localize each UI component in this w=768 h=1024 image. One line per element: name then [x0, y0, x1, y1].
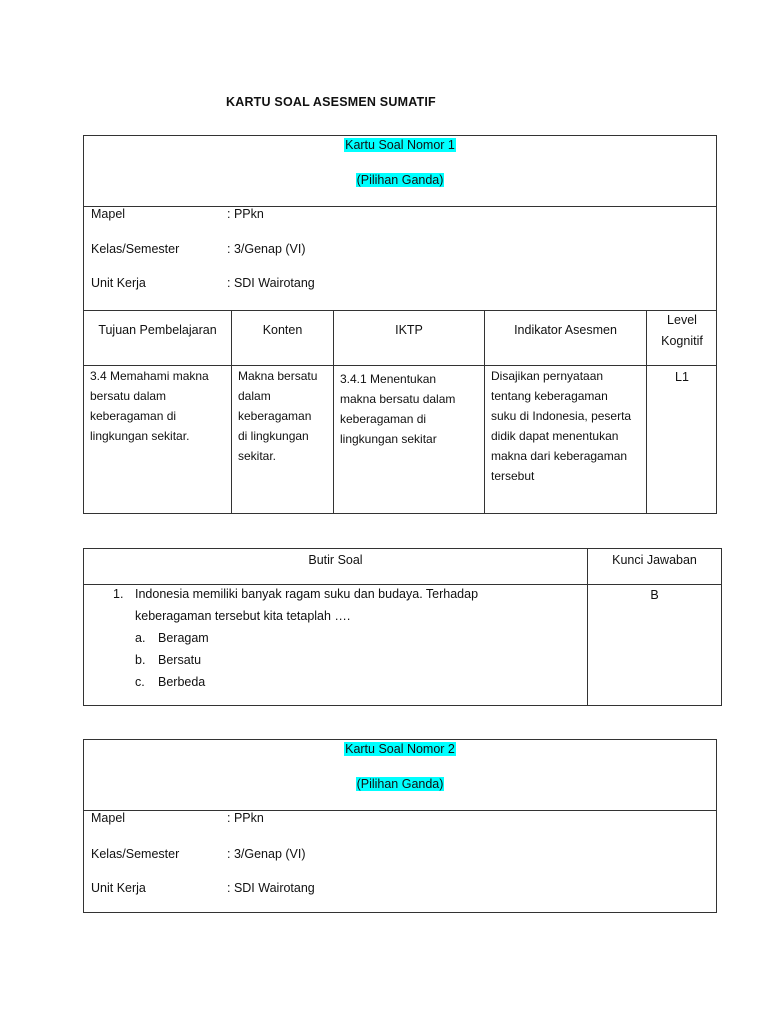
header-iktp: IKTP [395, 323, 423, 337]
document-title: KARTU SOAL ASESMEN SUMATIF [226, 95, 436, 109]
cell-konten: Makna bersatu dalam keberagaman di lingkungan sekitar. [238, 369, 318, 463]
question-line-2: keberagaman tersebut kita tetaplah …. [135, 609, 351, 623]
field-label-unit-kerja: Unit Kerja [91, 881, 146, 895]
card-1-subheading: (Pilihan Ganda) [356, 173, 444, 187]
option-text-a: Beragam [158, 631, 209, 645]
card-1-heading: Kartu Soal Nomor 1 [345, 138, 455, 152]
card-2 [83, 739, 717, 913]
field-label-kelas: Kelas/Semester [91, 242, 180, 256]
field-value-mapel: : PPkn [227, 207, 264, 221]
column-divider [587, 549, 588, 705]
card-1 [83, 135, 717, 514]
field-value-mapel: : PPkn [227, 811, 264, 825]
divider [84, 810, 716, 811]
field-value-kelas: : 3/Genap (VI) [227, 847, 306, 861]
option-text-c: Berbeda [158, 675, 206, 689]
header-indikator: Indikator Asesmen [514, 323, 617, 337]
header-kognitif: Kognitif [661, 334, 703, 348]
field-label-unit-kerja: Unit Kerja [91, 276, 146, 290]
header-tujuan: Tujuan Pembelajaran [98, 323, 217, 337]
header-level: Level [667, 313, 697, 327]
option-letter-a: a. [135, 631, 146, 645]
cell-level: L1 [675, 370, 689, 384]
divider [84, 206, 716, 207]
cell-tujuan: 3.4 Memahami makna bersatu dalam keberagaman di lingkungan sekitar. [90, 369, 209, 443]
field-value-kelas: : 3/Genap (VI) [227, 242, 306, 256]
field-label-kelas: Kelas/Semester [91, 847, 180, 861]
option-text-b: Bersatu [158, 653, 202, 667]
card-2-heading: Kartu Soal Nomor 2 [345, 742, 455, 756]
question-line-1: Indonesia memiliki banyak ragam suku dan budaya. Terhadap [135, 587, 479, 601]
field-label-mapel: Mapel [91, 207, 126, 221]
question-number: 1. [113, 587, 124, 601]
header-konten: Konten [262, 323, 303, 337]
option-letter-b: b. [135, 653, 146, 667]
field-value-unit-kerja: : SDI Wairotang [227, 276, 315, 290]
field-value-unit-kerja: : SDI Wairotang [227, 881, 315, 895]
cell-indikator: Disajikan pernyataan tentang keberagaman suku di Indonesia, peserta didik dapat menentukan makna dari keberagaman tersebut [491, 369, 632, 483]
card-2-subheading: (Pilihan Ganda) [356, 777, 444, 791]
field-label-mapel: Mapel [91, 811, 126, 825]
header-butir-soal: Butir Soal [308, 553, 363, 567]
option-letter-c: c. [135, 675, 145, 689]
cell-iktp: 3.4.1 Menentukan makna bersatu dalam keberagaman di lingkungan sekitar [340, 372, 456, 446]
answer-key: B [650, 588, 659, 602]
header-kunci-jawaban: Kunci Jawaban [612, 553, 697, 567]
divider [84, 310, 716, 311]
butir-soal-table [83, 548, 722, 706]
